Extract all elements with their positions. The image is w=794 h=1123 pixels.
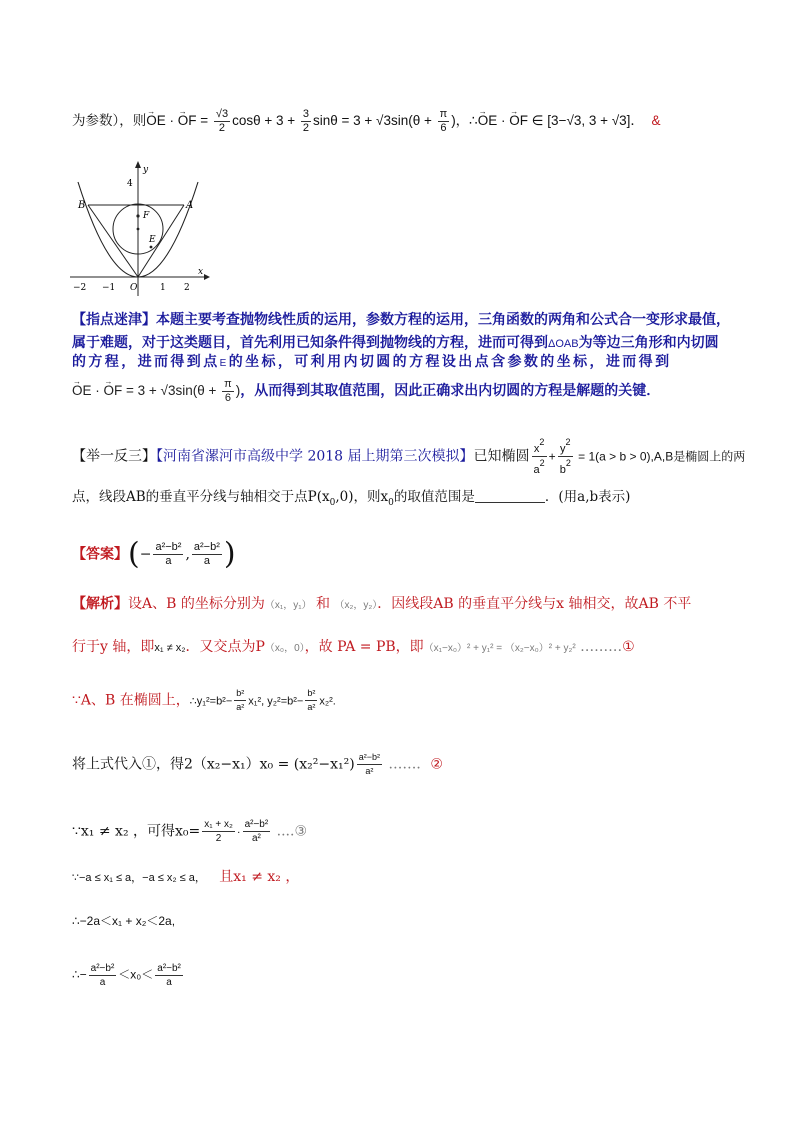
label-y: y xyxy=(143,165,149,175)
analysis-line-4: 将上式代入①，得2（x₂−x₁）x₀ = (x₂²−x₁²) $\frac{\text{a²−b²}}{\text{a²}}$ ……．② xyxy=(72,752,443,776)
label-e: E xyxy=(149,235,156,245)
answer-tag: 【答案】 xyxy=(72,546,128,563)
tip-line-3: 的方程，进而得到点E的坐标，可利用内切圆的方程设出点含参数的坐标，进而得到 xyxy=(72,354,672,370)
analysis-line-8: ∴− $\frac{\text{a²−b²}}{a}$ ＜x₀＜ $\frac{\text{a²−b²}}{a}$ xyxy=(72,963,181,988)
tick-neg1: −1 xyxy=(102,283,116,293)
tip-tag: 【指点迷津】 xyxy=(72,312,156,328)
vector-oe: → OE xyxy=(146,112,166,130)
analysis-tag: 【解析】 xyxy=(72,596,128,612)
point-center xyxy=(137,228,140,231)
label-b: B xyxy=(78,200,86,211)
ampersand-mark: & xyxy=(651,113,661,129)
tick-2: 2 xyxy=(184,283,190,293)
answer-blank[interactable] xyxy=(475,490,545,503)
segment-ob xyxy=(88,205,138,277)
point-f xyxy=(136,214,139,217)
label-x: x xyxy=(198,267,204,277)
vector-of: → OF xyxy=(178,112,197,130)
tip-line-1: 【指点迷津】本题主要考查抛物线性质的运用，参数方程的运用，三角函数的两角和公式合一变形求最值， xyxy=(72,312,730,328)
x-axis-arrow xyxy=(204,274,210,280)
analysis-line-3: ∵A、B 在椭圆上，∴y₁²=b²− $\frac{\text{b²}}{\text{a²}}$ x₁², y₂²=b²− $\frac{\text{b²}}{\text{a²}}$ x₂². xyxy=(72,688,336,712)
answer-line: 【答案】(− $\frac{\text{a²−b²}}{a}$ , $\frac{\text{a²−b²}}{a}$ ) xyxy=(72,536,236,572)
parabola-figure xyxy=(70,160,210,296)
example-line-1: 【举一反三】【河南省漯河市高级中学 2018 届上期第三次模拟】已知椭圆 $\frac{x^2}{a^2}$ + $\frac{y^2}{b^2}$ = 1(a > b > 0),A,B是椭圆上的两 xyxy=(72,437,746,476)
tick-origin: O xyxy=(130,283,138,293)
tick-1: 1 xyxy=(160,283,166,293)
tick-neg2: −2 xyxy=(73,283,87,293)
intro-line: 为参数），则→ OE · → OF = $\frac{√3}{2}$ cosθ + 3 + $\frac{3}{2}$ sinθ = 3 + √3sin(θ + $\frac{\pi}{6}$ )，∴→ OE · → OF ∈ [3−√3, 3 + √3]． & xyxy=(72,108,660,135)
tip-line-2: 属于难题，对于这类题目，首先利用已知条件得到抛物线的方程，进而可得到ΔOAB为等边三角形和内切圆 xyxy=(72,335,719,351)
y-axis-arrow xyxy=(135,161,141,168)
example-line-2: 点，线段AB的垂直平分线与轴相交于点$P(x_0,0)$，则$x_0$的取值范围是 ．(用a,b表示) xyxy=(72,489,631,508)
point-e xyxy=(150,246,153,249)
analysis-line-1: 【解析】设A、B 的坐标分别为（x₁，y₁） 和 （x₂，y₂）．因线段AB 的垂直平分线与x 轴相交，故AB 不平 xyxy=(72,596,692,612)
analysis-line-6: ∵−a ≤ x₁ ≤ a，−a ≤ x₂ ≤ a， 且x₁ ≠ x₂ ， xyxy=(72,869,300,885)
label-4: 4 xyxy=(127,179,133,189)
analysis-line-2: 行于y 轴，即x₁ ≠ x₂．又交点为P（x₀，0），故 PA = PB，即（x₁−x₀）² + y₁² = （x₂−x₀）² + y₂² ………① xyxy=(72,639,635,655)
label-a: A xyxy=(186,200,194,211)
example-tag: 【举一反三】 xyxy=(72,448,156,465)
label-f: F xyxy=(143,211,150,221)
tip-line-4: → OE · → OF = 3 + √3sin(θ + $\frac{\pi}{6}$ )，从而得到其取值范围，因此正确求出内切圆的方程是解题的关键． xyxy=(72,378,660,405)
analysis-line-5: ∵x₁ ≠ x₂ ，可得x₀= $\frac{\text{x₁ + x₂}}{2}$ · $\frac{\text{a²−b²}}{\text{a²}}$ ....③ xyxy=(72,819,308,844)
analysis-line-7: ∴−2a＜x₁ + x₂＜2a, xyxy=(72,914,176,928)
example-source: 【河南省漯河市高级中学 2018 届上期第三次模拟】 xyxy=(156,448,474,465)
